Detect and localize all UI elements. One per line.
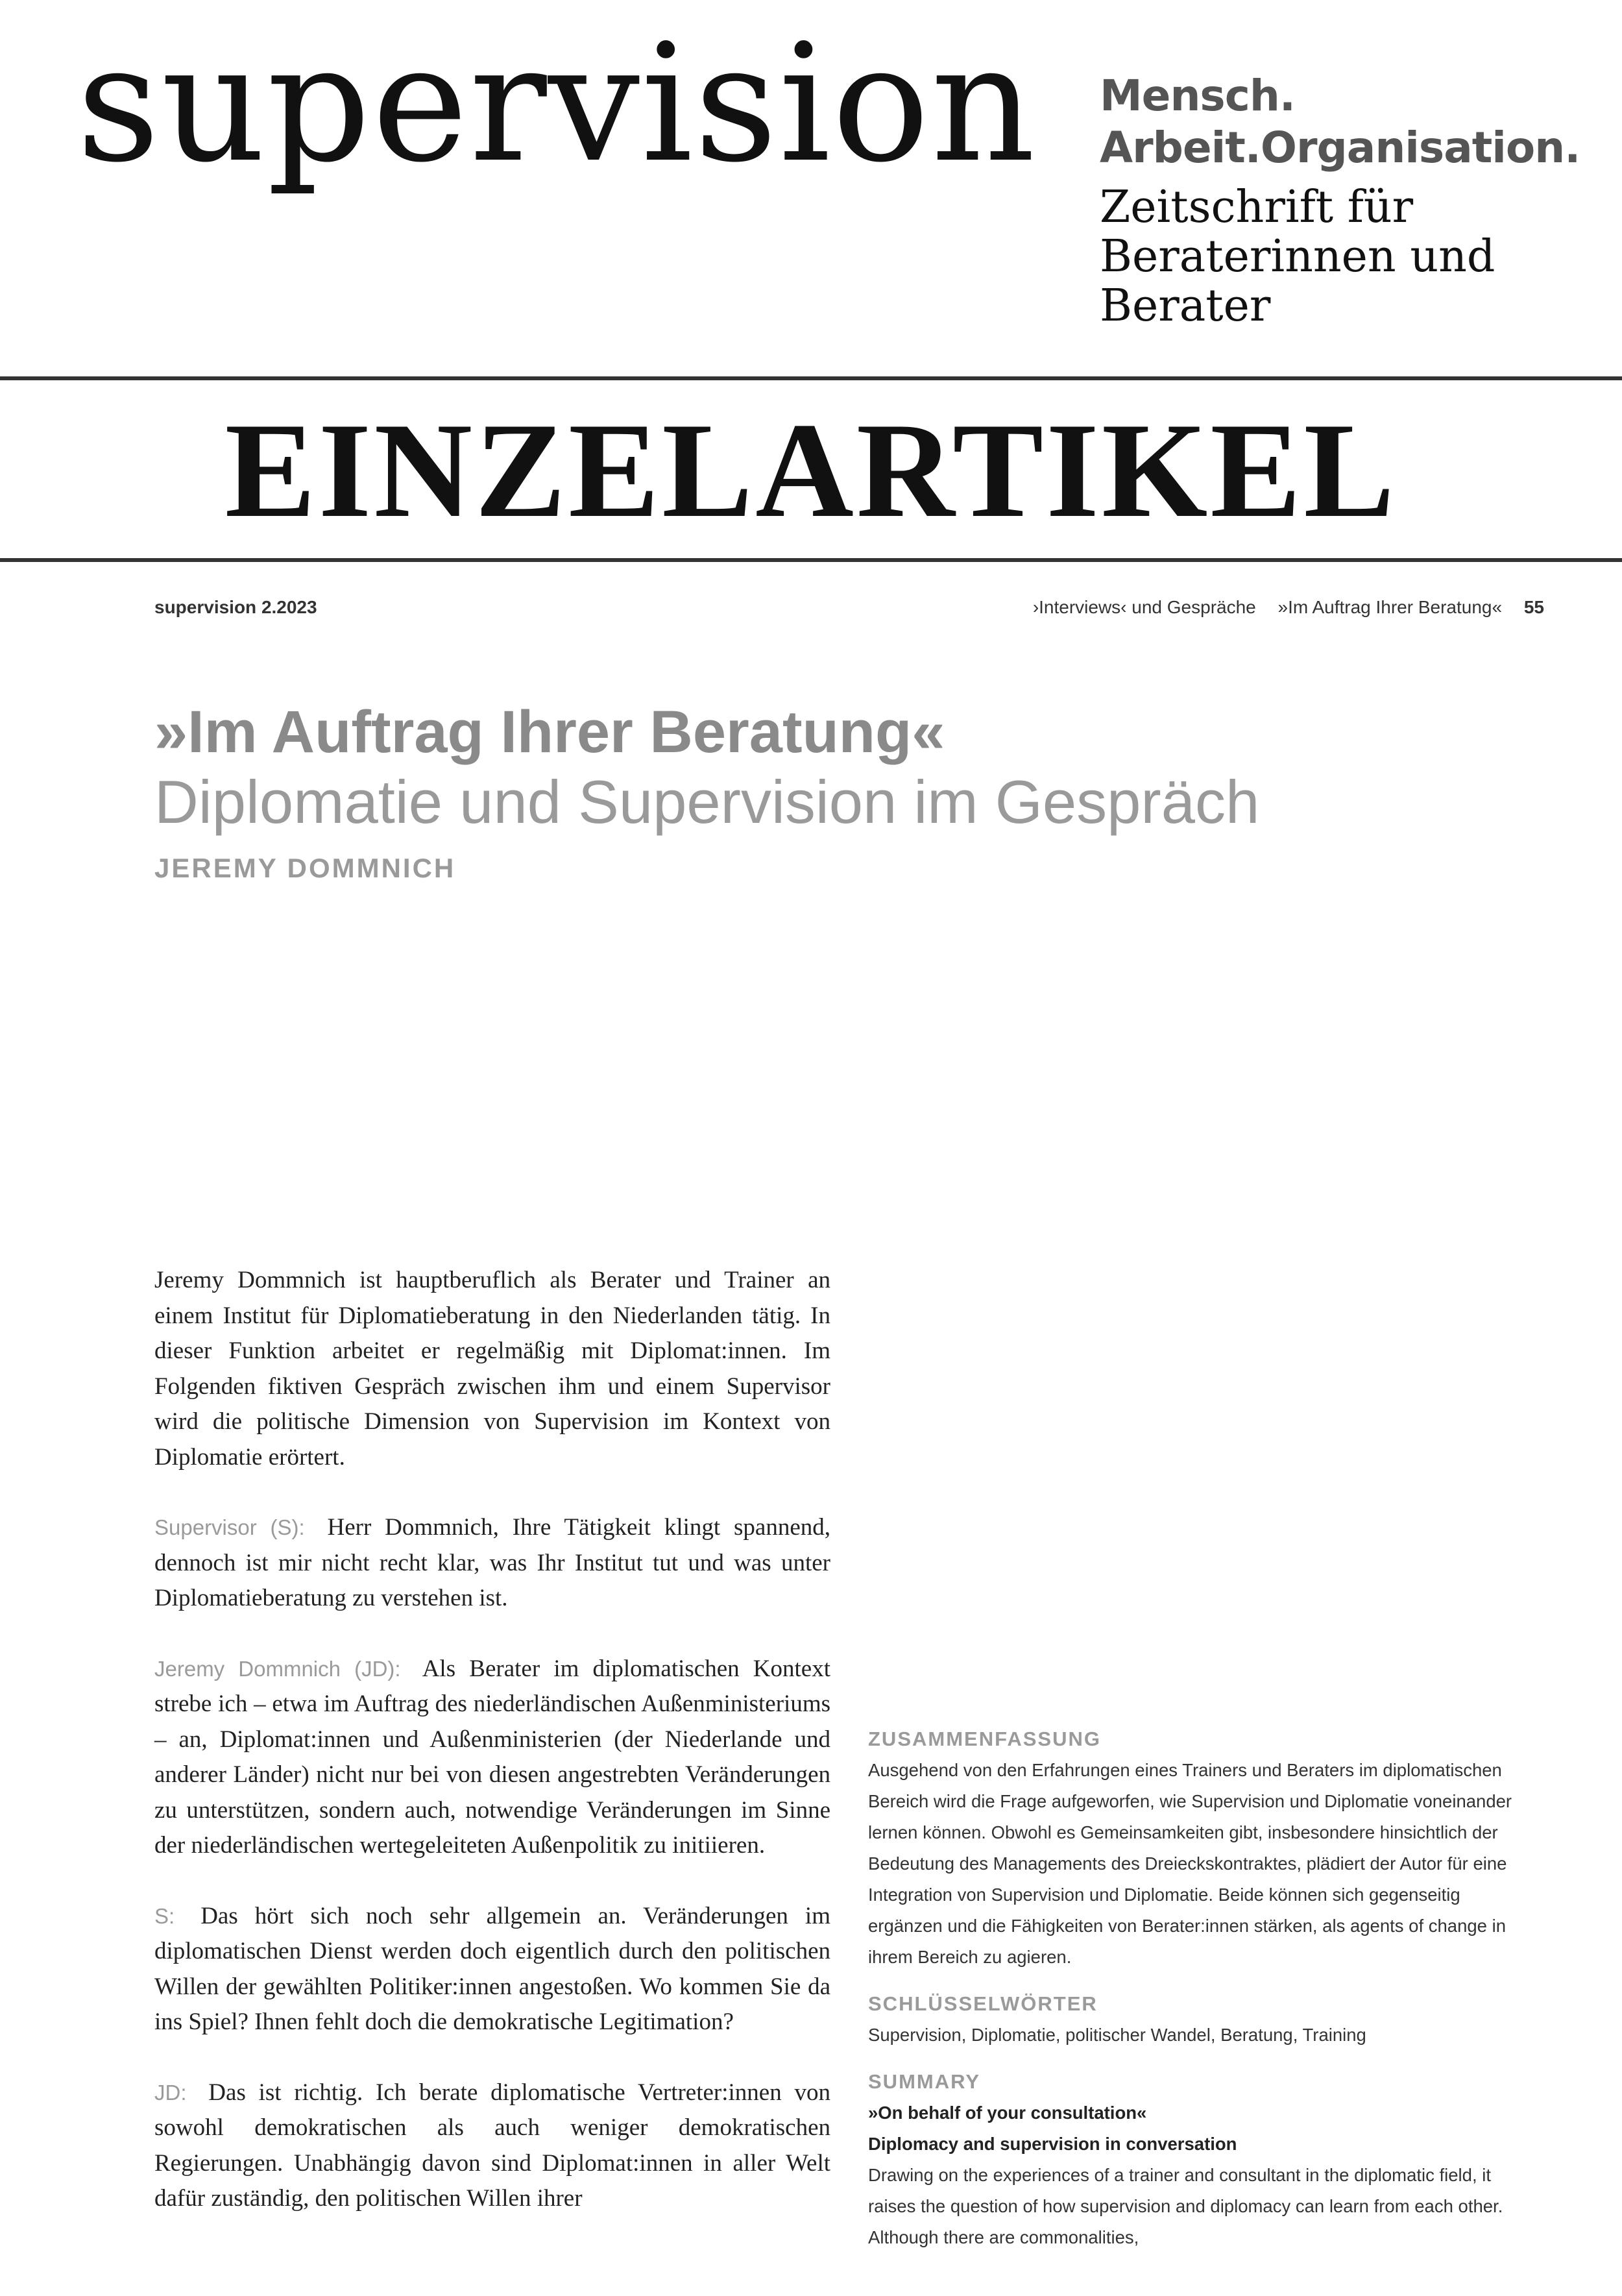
journal-logo: supervision	[77, 9, 1037, 198]
bottom-rule	[0, 558, 1622, 562]
abstract-column	[868, 1724, 1530, 2269]
tagline-line-1: Mensch.	[1100, 71, 1295, 121]
article-subtitle: Diplomatie und Supervision im Gespräch	[154, 768, 1260, 836]
running-header-right	[1016, 596, 1544, 619]
keywords-text: Supervision, Diplomatie, politischer Wandel, Beratung, Training	[868, 2025, 1366, 2045]
subtitle-line-3: Berater	[1100, 280, 1271, 332]
page-number: 55	[1523, 597, 1544, 617]
keywords-heading: SCHLÜSSELWÖRTER	[868, 1992, 1098, 2015]
question-text: Herr Dommnich, Ihre Tätigkeit klingt spannend, dennoch ist mir nicht recht klar, was Ihr Institut tut und was unter Diplomatieberatung zu verstehen ist.	[154, 1514, 831, 1611]
running-header-short-title: »Im Auftrag Ihrer Beratung«	[1277, 597, 1503, 617]
running-header-journal: supervision 2.2023	[154, 597, 317, 617]
speaker-label: Jeremy Dommnich (JD):	[154, 1656, 401, 1681]
article-author: JEREMY DOMMNICH	[154, 853, 456, 883]
intro-paragraph: Jeremy Dommnich ist hauptberuflich als Berater und Trainer an einem Institut für Diplomatieberatung in den Niederlanden tätig. In dieser Funktion arbeitet er regelmäßig mit Diplomat:innen. Im Folgenden fiktiven Gespräch zwischen ihm und einem Supervisor wird die politische Dimension von Supervision im Kontext von Diplomatie erörtert.	[154, 1267, 830, 1471]
answer-text: Das ist richtig. Ich berate diplomatische Vertreter:innen von sowohl demokratischen als auch weniger demokratischen Regierungen. Unabhängig davon sind Diplomat:innen in aller Welt dafür zuständig, den politischen Willen ihrer	[154, 2079, 831, 2212]
body-column	[154, 1263, 830, 2252]
english-summary-text: Drawing on the experiences of a trainer and consultant in the diplomatic field, it raises the question of how supervision and diplomacy can learn from each other. Although there are commonalities,	[868, 2165, 1503, 2247]
tagline-line-2: Arbeit.Organisation.	[1100, 123, 1580, 173]
english-summary-subtitle: Diplomacy and supervision in conversation	[868, 2134, 1237, 2154]
interview-question-1	[154, 1510, 830, 1617]
question-text: Das hört sich noch sehr allgemein an. Veränderungen im diplomatischen Dienst werden doch eigentlich durch den politischen Willen der gewählten Politiker:innen angestoßen. Wo kommen Sie da ins Spiel? Ihnen fehlt doch die demokratische Legitimation?	[154, 1902, 830, 2035]
running-header-section: ›Interviews‹ und Gespräche	[1032, 597, 1256, 617]
speaker-label: Supervisor (S):	[154, 1515, 305, 1539]
journal-subtitle	[1100, 183, 1495, 331]
summary-text: Ausgehend von den Erfahrungen eines Trainers und Beraters im diplomatischen Bereich wird die Frage aufgeworfen, wie Supervision und Diplomatie voneinander lernen können. Obwohl es Gemeinsamkeiten gibt, insbesondere hinsichtlich der Bedeutung des Managements des Dreieckskontraktes, plädiert der Autor für eine Integration von Supervision und Diplomatie. Beide können sich gegenseitig ergänzen und die Fähigkeiten von Berater:innen stärken, als agents of change in ihrem Bereich zu agieren.	[868, 1760, 1512, 1967]
keywords-block	[868, 1988, 1530, 2051]
speaker-label: S:	[154, 1903, 175, 1928]
answer-text: Als Berater im diplomatischen Kontext strebe ich – etwa im Auftrag des niederländischen Außenministeriums – an, Diplomat:innen und Außenministerien (der Niederlande und anderer Länder) nicht nur bei von diesen angestrebten Veränderungen zu unterstützen, sondern auch, notwendige Veränderungen im Sinne der niederländischen wertegeleiteten Außenpolitik zu initiieren.	[154, 1655, 831, 1859]
interview-answer-1	[154, 1652, 830, 1864]
interview-answer-2	[154, 2075, 830, 2217]
summary-heading: ZUSAMMENFASSUNG	[868, 1728, 1101, 1750]
top-rule	[0, 376, 1622, 380]
summary-block	[868, 1724, 1530, 1973]
speaker-label: JD:	[154, 2080, 187, 2105]
english-summary-title: »On behalf of your consultation«	[868, 2103, 1147, 2123]
interview-question-2	[154, 1899, 830, 2040]
english-summary-heading: SUMMARY	[868, 2070, 981, 2093]
english-summary-block	[868, 2066, 1530, 2253]
subtitle-line-1: Zeitschrift für	[1100, 182, 1414, 233]
banner-title: EINZELARTIKEL	[224, 395, 1398, 546]
journal-tagline	[1100, 70, 1580, 174]
subtitle-line-2: Beraterinnen und	[1100, 231, 1495, 282]
article-title: »Im Auftrag Ihrer Beratung«	[154, 699, 945, 765]
